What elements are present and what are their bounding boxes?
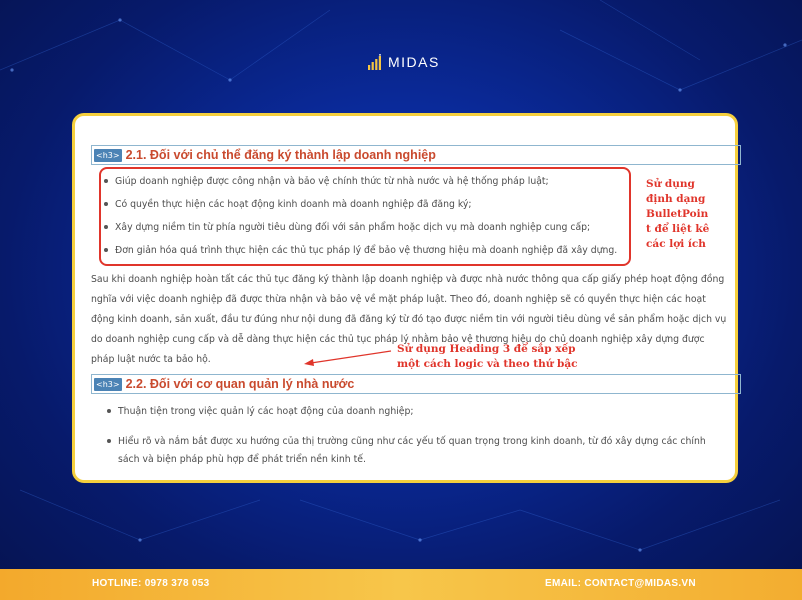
- h3-tag: <h3>: [96, 150, 120, 160]
- hotline-text: HOTLINE: 0978 378 053: [92, 578, 210, 589]
- paragraph-line: do doanh nghiệp cung cấp và dễ dàng thực hiện các thủ tục pháp lý nhằm bảo vệ thương hiệu do chủ doanh nghiệp xây dựng được: [91, 334, 705, 345]
- h3-tag: <h3>: [96, 379, 120, 389]
- footer-bar: [0, 569, 802, 600]
- list-item: Đơn giản hóa quá trình thực hiện các thủ tục pháp lý để bảo vệ thương hiệu mà doanh nghiệp đã xây dựng.: [104, 245, 617, 256]
- paragraph-line: nghĩa với việc doanh nghiệp đã được thừa nhận và bảo vệ về mặt pháp luật. Theo đó, doanh nghiệp sẽ có quyền thực hiện các hoạt: [91, 294, 706, 305]
- paragraph-line: động kinh doanh, sản xuất, đầu tư đúng như nội dung đã đăng ký từ đó tạo được niềm tin với người tiêu dùng về sản phẩm hoặc dịch vụ: [91, 314, 727, 325]
- logo-text: MIDAS: [388, 54, 440, 70]
- list-item-continuation: sách và biện pháp phù hợp để phát triển nền kinh tế.: [118, 454, 366, 465]
- paragraph-line: Sau khi doanh nghiệp hoàn tất các thủ tục đăng ký thành lập doanh nghiệp và được nhà nước thông qua cấp giấy phép hoạt động đồng: [91, 274, 725, 285]
- heading-title: 2.1. Đối với chủ thể đăng ký thành lập doanh nghiệp: [125, 148, 436, 162]
- heading-2-2: [91, 374, 741, 394]
- heading-2-1: [91, 145, 741, 165]
- list-item: Xây dựng niềm tin từ phía người tiêu dùng đối với sản phẩm hoặc dịch vụ mà doanh nghiệp cung cấp;: [104, 222, 590, 233]
- list-item: Hiểu rõ và nắm bắt được xu hướng của thị trường cũng như các yếu tố quan trọng trong kinh doanh, từ đó xây dựng các chính: [107, 436, 706, 447]
- bullet-annotation: Sử dụng định dạng BulletPoin t để liệt kê các lợi ích: [646, 178, 710, 250]
- bar-chart-icon: [368, 54, 382, 70]
- paragraph-line: pháp luật nước ta bảo hộ.: [91, 354, 211, 365]
- heading-annotation: Sử dụng Heading 3 để sắp xếp một cách logic và theo thứ bậc: [397, 343, 578, 370]
- midas-logo: [368, 50, 440, 74]
- email-text: EMAIL: CONTACT@MIDAS.VN: [545, 578, 696, 589]
- list-item: Có quyền thực hiện các hoạt động kinh doanh mà doanh nghiệp đã đăng ký;: [104, 199, 472, 210]
- list-item: Thuận tiện trong việc quản lý các hoạt động của doanh nghiệp;: [107, 406, 414, 417]
- list-item: Giúp doanh nghiệp được công nhận và bảo vệ chính thức từ nhà nước và hệ thống pháp luật;: [104, 176, 549, 187]
- content-card: [72, 113, 738, 483]
- arrow-icon: [301, 348, 393, 370]
- heading-title: 2.2. Đối với cơ quan quản lý nhà nước: [125, 377, 355, 391]
